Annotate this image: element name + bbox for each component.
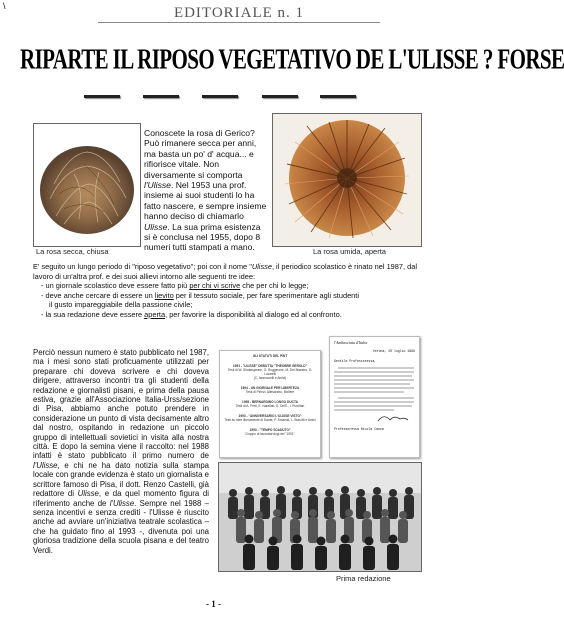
separator-dash bbox=[320, 95, 356, 98]
intro-body bbox=[144, 138, 268, 252]
ulisse-italic: l'Ulisse bbox=[144, 180, 171, 191]
document-line: Testi di A. Preti, E. Naraliati, G. Dell'I., I. Puerltan bbox=[235, 404, 305, 408]
letter-date: Verona, 20 luglio 1988 bbox=[372, 349, 415, 353]
corner-mark: \ bbox=[3, 1, 6, 11]
document-line: 1993 - "TEMPO SCADUTO" bbox=[249, 428, 291, 432]
text-fragment: , e da quel momento figura di riferimento anche de bbox=[33, 489, 209, 508]
letter-signature: Professoressa Nicola Canza bbox=[334, 427, 384, 431]
idea-item bbox=[33, 281, 433, 291]
headline: RIPARTE IL RIPOSO VEGETATIVO DE L'ULISSE ? FORSE bbox=[20, 43, 564, 76]
text-fragment: che per chi lo legge; bbox=[240, 281, 309, 291]
body-text bbox=[33, 348, 209, 555]
wet-rose-caption: La rosa umida, aperta bbox=[313, 247, 386, 256]
text-fragment: per il tessuto sociale, per fare sperimentare agli studenti bbox=[173, 290, 359, 300]
wet-rose-photo bbox=[272, 113, 422, 247]
intro-fragment: . Nel 1953 una prof. insieme ai suoi studenti lo ha fatto nascere, e sempre insieme hanno deciso di chiamarlo bbox=[144, 180, 267, 222]
ulisse-italic: l'Ulisse bbox=[109, 498, 135, 508]
dry-rose-caption: La rosa secca, chiusa bbox=[36, 247, 109, 256]
text-fragment: - deve anche cercare di essere un bbox=[41, 290, 155, 300]
letter-text-lines bbox=[334, 365, 416, 427]
letterhead: l'Ambasciata d'Italia bbox=[334, 340, 368, 345]
theatre-list-document bbox=[219, 350, 321, 458]
intro-fragment: . La sua prima esistenza si è conclusa nel 1955, dopo 8 numeri tutti stampati a mano. bbox=[144, 221, 261, 253]
text-fragment: , il periodico scolastico è rinato nel 1987, dal lavoro di un'altra prof. e dei suoi allievi intorno alle seguenti tre idee: bbox=[33, 262, 417, 281]
idea-item-continued: il gusto impareggiabile della passione civile; bbox=[49, 300, 193, 310]
document-line: Testi su idee liberamente di Dante, P. Smarski, L. Bonotti e Amici bbox=[224, 418, 316, 422]
document-title: GLI STATUTI DEL PINT bbox=[252, 354, 288, 358]
intro-question: Conoscete la rosa di Gerico? bbox=[144, 128, 255, 138]
separator-dash bbox=[143, 95, 179, 98]
dry-rose-photo bbox=[33, 123, 141, 247]
text-fragment: , per favorire la disponibilità al dialogo ed al confronto. bbox=[165, 309, 342, 319]
separator-dash bbox=[202, 95, 238, 98]
text-fragment: - un giornale scolastico deve essere fatto più bbox=[41, 281, 190, 291]
document-line: 1994 - UN GIORNALE PER LIBERTEZA bbox=[240, 386, 300, 390]
document-line: Gruppo di lavoratorologi del "1991" bbox=[245, 432, 295, 436]
ulisse-italic: Ulisse bbox=[77, 489, 99, 499]
document-line: 1995 - BERNARDINO LONGO DUCTA bbox=[242, 400, 298, 404]
intro-fragment: Può rimanere secca per anni, ma basta un po' d' acqua... e rifiorisce vitale. Non diversamente si comporta bbox=[144, 138, 257, 180]
idea-item bbox=[33, 291, 433, 301]
underlined-text: per chi vi scrive bbox=[189, 281, 241, 291]
editorial-header-text: EDITORIALE n. 1 bbox=[173, 5, 305, 21]
page-number: - 1 - bbox=[206, 599, 221, 609]
text-fragment: , e chi ne ha dato notizia sulla stampa locale con grande evidenza è stato un giornalista e scrittore famoso di Pisa, il dott. Renzo Castelli, già redattore di bbox=[33, 460, 209, 499]
intro-line bbox=[144, 128, 268, 138]
underlined-text: aperta bbox=[144, 309, 166, 319]
separator-dash bbox=[84, 95, 120, 98]
ulisse-italic: Ulisse bbox=[251, 262, 272, 271]
signature-scribble bbox=[378, 417, 408, 421]
intro-text bbox=[144, 128, 268, 253]
document-line: 1993 - "ANNIVERSARIO L'ULISSE VISTO" bbox=[238, 414, 302, 418]
document-line: (C. Iannuccelli e Amici) bbox=[253, 376, 287, 380]
group-photo-image bbox=[219, 463, 421, 571]
dry-rose-image bbox=[34, 124, 140, 246]
document-line: Testi di Pirinzi, Allesandro, Moliere bbox=[245, 390, 295, 394]
editorial-header bbox=[98, 4, 380, 23]
separator-dash bbox=[262, 95, 298, 98]
text-fragment: . Sempre nel 1988 – senza incentivi e senza crediti - l'Ulisse è riuscito anche ad avviare un'iniziativa teatrale scolastica – che ha guidato fino al 1993 -, divenuta poi una gloriosa tradizione della scuola pisana e del teatro Verdi. bbox=[33, 498, 210, 555]
letter-salutation: Gentile Professoressa, bbox=[334, 359, 377, 363]
text-fragment: Perciò nessun numero è stato pubblicato nel 1987, ma i mesi sono stati proficuamente utilizzati per preparare chi doveva scrivere e chi doveva dirigere, attraverso incontri tra gli studenti della redazione e giornalisti pisani, e prima della pausa estiva, grazie all'Associazione Italia-Urss/sezione di Pisa, abbiamo anche potuto prendere in considerazione un punto di vista decisamente altro dal nostro, ospitando in redazione un piccolo gruppo di intellettuali sovietici in visita alla nostra città. E dopo la semina viene il raccolto: nel 1988 infatti è stato pubblicato il primo numero de bbox=[33, 348, 209, 461]
history-paragraph bbox=[33, 262, 433, 320]
embassy-letter-document bbox=[329, 336, 420, 458]
text-fragment: E' seguito un lungo periodo di "riposo vegetativo"; poi con il nome " bbox=[33, 262, 252, 271]
document-line: Testi di W. Shakespeare, G. Roggerone, M. Del Maestro, G. Lucarelli bbox=[227, 368, 313, 376]
wet-rose-image bbox=[273, 114, 421, 246]
underlined-text: lievito bbox=[154, 290, 174, 300]
ulisse-italic: Ulisse bbox=[144, 221, 168, 232]
ulisse-italic: l'Ulisse bbox=[33, 460, 58, 470]
text-fragment: - la sua redazione deve essere bbox=[41, 309, 145, 319]
first-editorial-team-photo bbox=[218, 462, 422, 572]
history-lead bbox=[33, 262, 433, 281]
team-photo-caption: Prima redazione bbox=[336, 574, 391, 583]
document-line: 1993 - "ULISSE" DEBUTTA "THEOBRE GEROLD" bbox=[232, 364, 308, 368]
idea-item bbox=[33, 310, 433, 320]
